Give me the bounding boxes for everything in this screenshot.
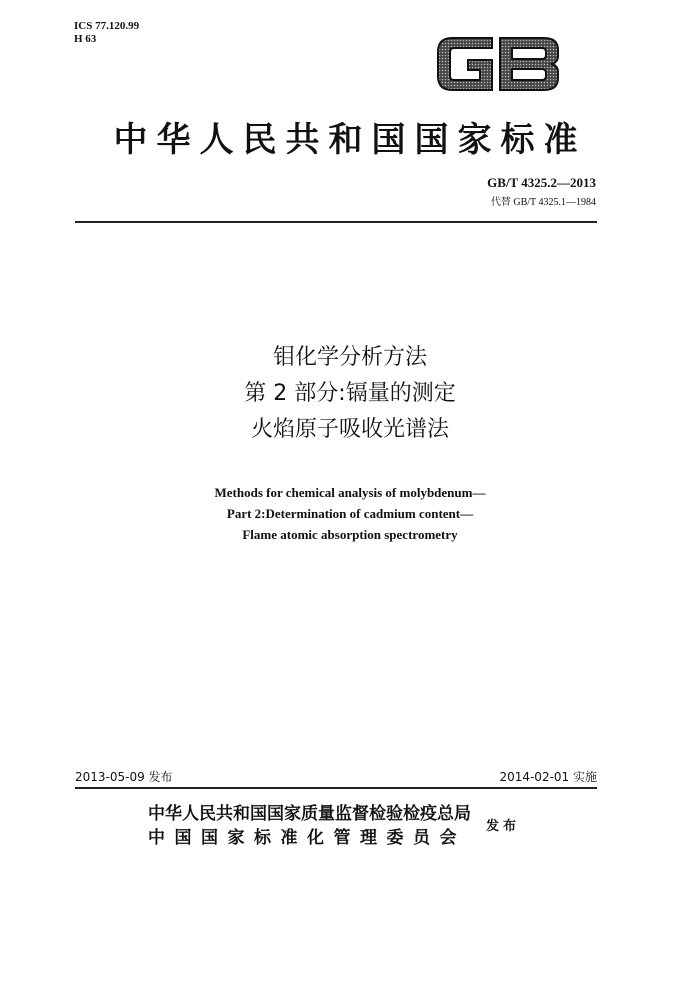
issue-action: 发布: [486, 819, 521, 834]
chinese-title-line1: 钼化学分析方法: [272, 345, 427, 370]
gb-logo: [432, 30, 564, 98]
ics-code: ICS 77.120.99: [74, 20, 140, 32]
replaces-standard: 代替 GB/T 4325.1—1984: [490, 197, 596, 208]
bottom-divider: [75, 787, 597, 789]
national-standard-heading: 中华人民共和国国家标准: [113, 120, 587, 160]
english-title: [0, 482, 700, 545]
chinese-title: [0, 340, 700, 448]
issuing-authorities: [148, 802, 471, 850]
issue-date: 2013-05-09 发布: [75, 770, 173, 784]
english-title-line3: Flame atomic absorption spectrometry: [242, 527, 458, 542]
issuer-line1: 中华人民共和国国家质量监督检验检疫总局: [148, 804, 471, 824]
standard-number: GB/T 4325.2—2013: [487, 175, 596, 190]
classification-codes: [74, 20, 139, 46]
ccs-code: H 63: [74, 33, 97, 45]
issuer-line2: 中国国家标准化管理委员会: [148, 828, 466, 848]
implementation-date: 2014-02-01 实施: [499, 770, 597, 784]
english-title-line1: Methods for chemical analysis of molybdenum—: [214, 485, 486, 500]
top-divider: [75, 221, 597, 223]
english-title-line2: Part 2:Determination of cadmium content—: [226, 506, 474, 521]
chinese-title-line3: 火焰原子吸收光谱法: [250, 417, 449, 442]
standard-code-block: [487, 175, 596, 208]
chinese-title-line2: 第 2 部分:镉量的测定: [244, 381, 456, 406]
